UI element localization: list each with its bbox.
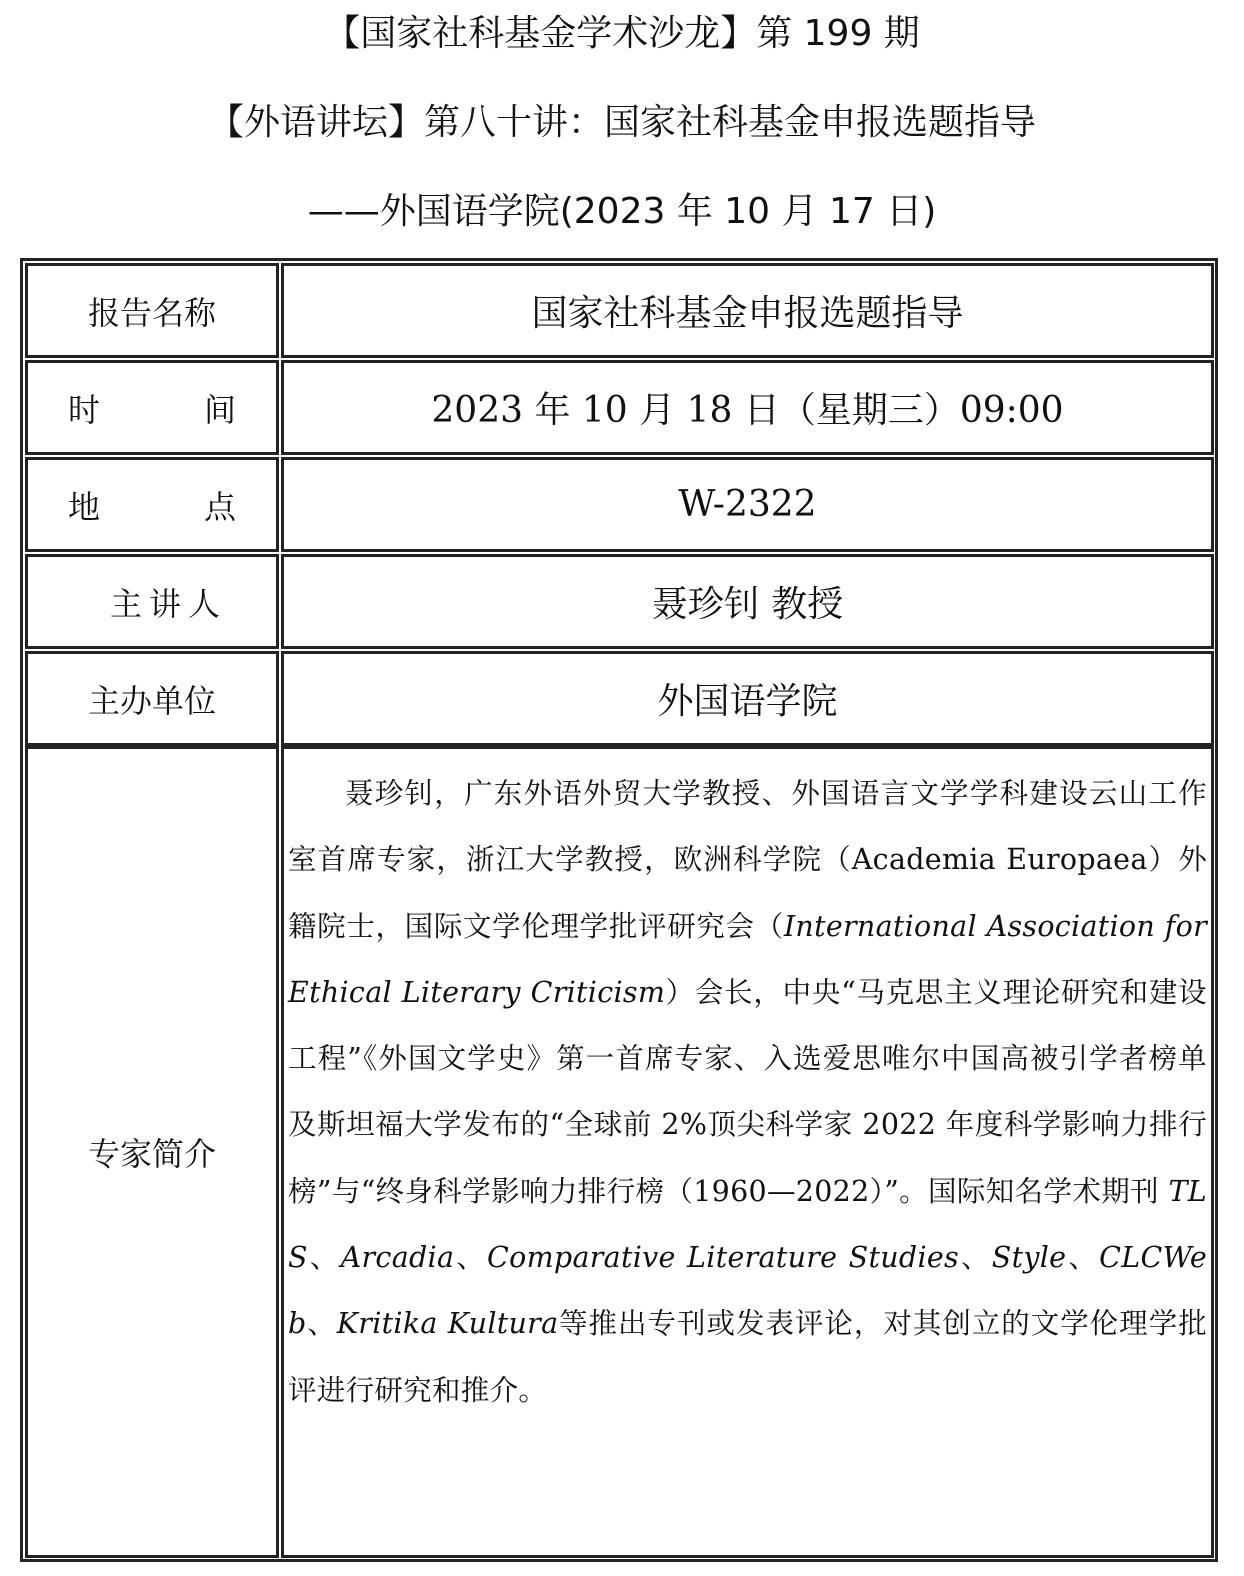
speaker-label: 主 讲 人 [25,554,279,649]
time-label: 时 间 [25,360,279,455]
salon-title: 【国家社科基金学术沙龙】第 199 期 [324,13,920,54]
speaker-value: 聂珍钊 教授 [281,554,1214,649]
lecture-title: 【外语讲坛】第八十讲：国家社科基金申报选题指导 [207,102,1036,143]
bio-label: 专家简介 [25,746,279,1558]
place-value: W-2322 [281,457,1214,552]
time-value: 2023 年 10 月 18 日（星期三）09:00 [281,360,1214,455]
organizer-value: 外国语学院 [281,651,1214,746]
organizer-label: 主办单位 [25,651,279,746]
report-name-label: 报告名称 [25,263,279,358]
bio-text: 聂珍钊，广东外语外贸大学教授、外国语言文学学科建设云山工作室首席专家，浙江大学教授，欧洲科学院（Academia Europaea）外籍院士，国际文学伦理学批评研究会（International Association for Ethical Literary Criticism）会长，中央“马克思主义理论研究和建设工程”《外国文学史》第一首席专家、入选爱思唯尔中国高被引学者榜单及斯坦福大学发布的“全球前 2%顶尖科学家 2022 年度科学影响力排行榜”与“终身科学影响力排行榜（1960—2022）”。国际知名学术期刊 TLS、Arcadia、Comparative Literature Studies、Style、CLCWeb、Kritika Kultura等推出专刊或发表评论，对其创立的文学伦理学批评进行研究和推介。 [281,746,1214,1558]
report-name-value: 国家社科基金申报选题指导 [281,263,1214,358]
place-label: 地 点 [25,457,279,552]
school-date-line: ——外国语学院(2023 年 10 月 17 日) [307,191,937,232]
